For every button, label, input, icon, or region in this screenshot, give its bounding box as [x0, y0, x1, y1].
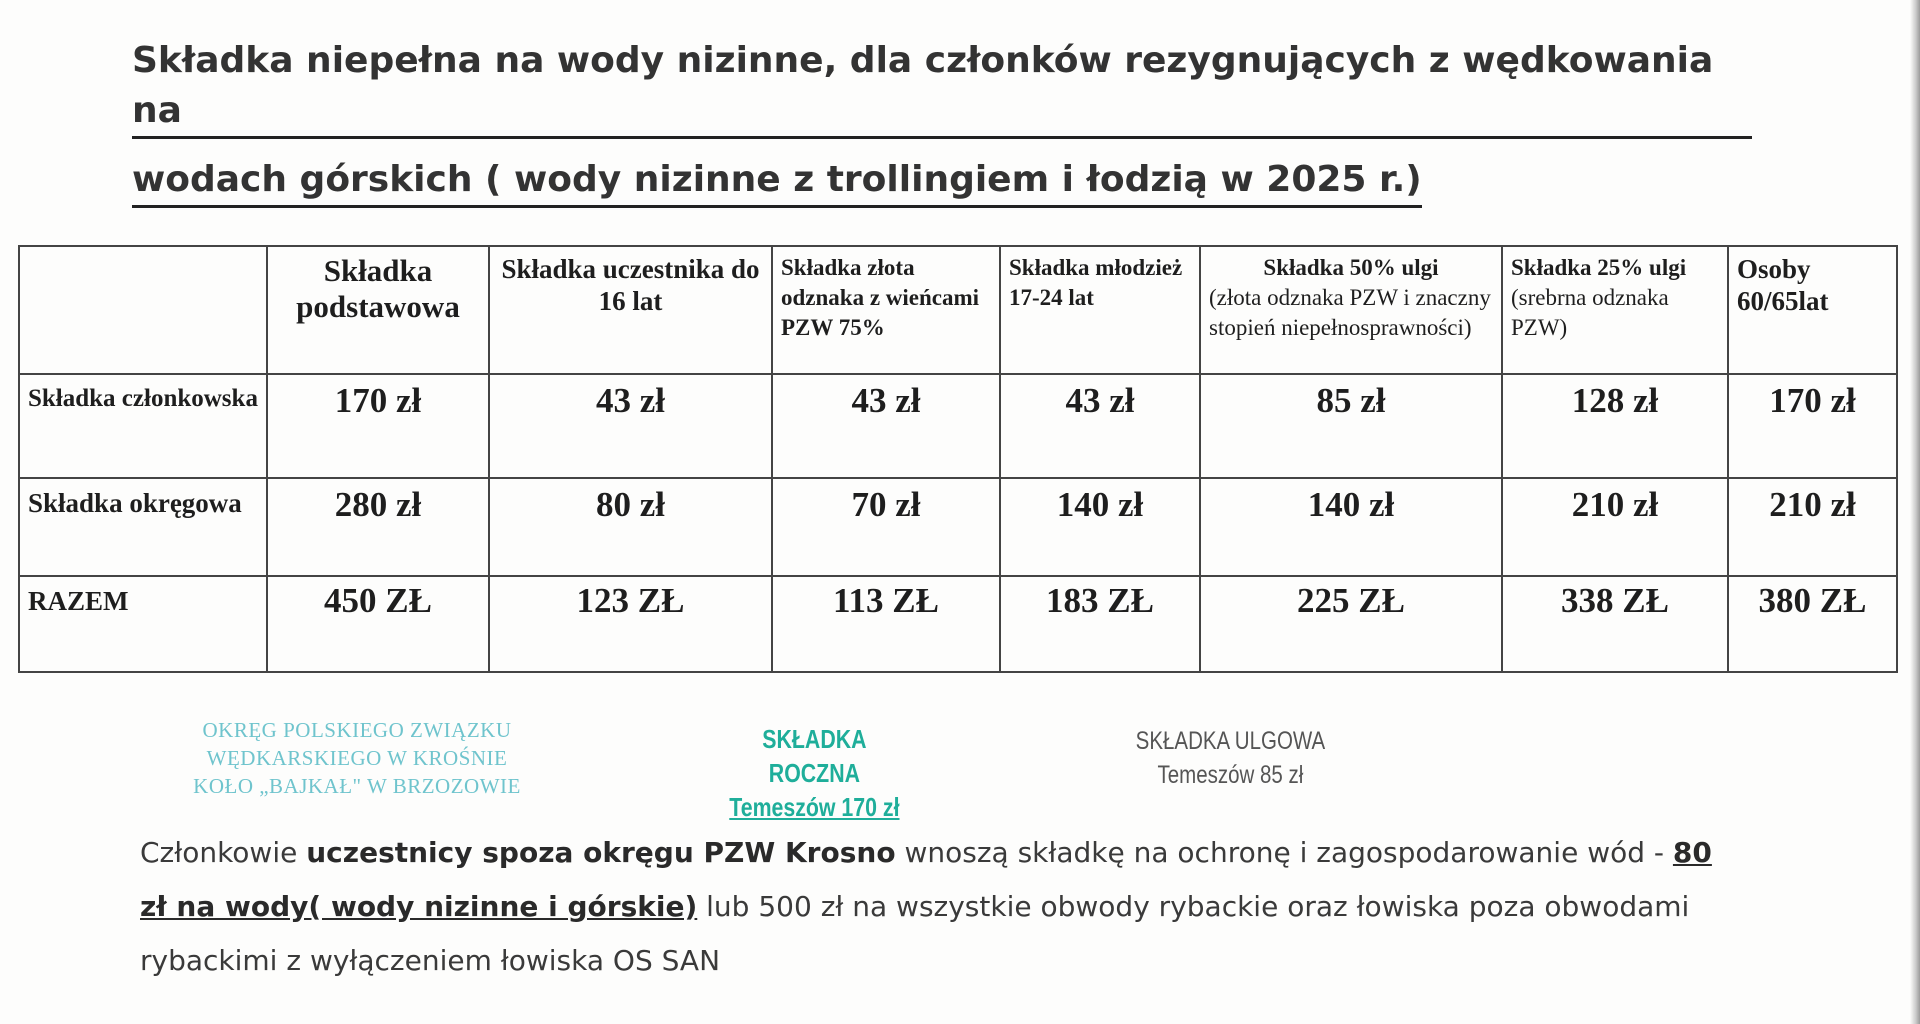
row-label-district: Składka okręgowa — [19, 478, 267, 576]
table-row — [19, 374, 1897, 478]
table-cell: 43 zł — [489, 374, 772, 478]
table-cell: 170 zł — [1728, 374, 1897, 478]
header-25-discount-sub: (srebrna odznaka PZW) — [1511, 285, 1669, 340]
table-header-row — [19, 246, 1897, 374]
table-cell: 140 zł — [1200, 478, 1502, 576]
table-cell: 80 zł — [489, 478, 772, 576]
table-cell: 43 zł — [772, 374, 1000, 478]
note-underlined: 80 zł na wody( wody nizinne i górskie) — [140, 836, 1712, 923]
header-basic-fee: Składka podstawowa — [267, 246, 489, 374]
table-cell: 113 ZŁ — [772, 576, 1000, 672]
table-cell: 128 zł — [1502, 374, 1728, 478]
header-participant-fee: Składka uczestnika do 16 lat — [489, 246, 772, 374]
row-label-membership: Składka członkowska — [19, 374, 267, 478]
reduced-stamp-line-1: SKŁADKA ULGOWA — [1135, 727, 1326, 755]
scan-edge-shadow — [1910, 0, 1920, 1024]
header-youth-fee: Składka młodzież 17-24 lat — [1000, 246, 1200, 374]
stamps-area — [0, 708, 1920, 822]
table-cell: 140 zł — [1000, 478, 1200, 576]
reduced-stamp-line-2: Temeszów 85 zł — [1157, 761, 1304, 789]
table-row — [19, 478, 1897, 576]
district-stamp — [192, 716, 522, 800]
header-seniors: Osoby 60/65lat — [1728, 246, 1897, 374]
table-cell: 338 ZŁ — [1502, 576, 1728, 672]
header-empty-cell — [19, 246, 267, 374]
header-50-discount-main: Składka 50% ulgi — [1263, 255, 1439, 280]
table-cell: 70 zł — [772, 478, 1000, 576]
district-stamp-line-3: KOŁO „BAJKAŁ" W BRZOZOWIE — [193, 774, 521, 798]
district-stamp-line-2: WĘDKARSKIEGO W KROŚNIE — [206, 746, 508, 770]
header-25-discount-fee — [1502, 246, 1728, 374]
annual-fee-stamp — [716, 722, 913, 824]
table-cell: 183 ZŁ — [1000, 576, 1200, 672]
row-label-total: RAZEM — [19, 576, 267, 672]
note-text-3: lub 500 zł na wszystkie obwody rybackie oraz łowiska poza obwodami rybackimi z wyłączeniem łowiska OS SAN — [140, 890, 1690, 977]
note-text-2: wnoszą składkę na ochronę i zagospodarowanie wód - — [895, 836, 1665, 869]
table-cell: 43 zł — [1000, 374, 1200, 478]
annual-stamp-line-2: Temeszów 170 zł — [729, 792, 900, 822]
title-line-1: Składka niepełna na wody nizinne, dla członków rezygnujących z wędkowania na — [132, 36, 1752, 139]
table-cell: 280 zł — [267, 478, 489, 576]
table-cell: 123 ZŁ — [489, 576, 772, 672]
fees-table — [18, 245, 1898, 673]
table-cell: 170 zł — [267, 374, 489, 478]
header-gold-badge-fee: Składka złota odznaka z wieńcami PZW 75% — [772, 246, 1000, 374]
document-title — [132, 36, 1752, 218]
table-cell: 210 zł — [1502, 478, 1728, 576]
note-paragraph — [140, 826, 1740, 988]
header-25-discount-main: Składka 25% ulgi — [1511, 255, 1687, 280]
table-cell: 85 zł — [1200, 374, 1502, 478]
table-cell: 450 ZŁ — [267, 576, 489, 672]
district-stamp-line-1: OKRĘG POLSKIEGO ZWIĄZKU — [202, 718, 512, 742]
header-50-discount-sub: (złota odznaka PZW i znaczny stopień niepełnosprawności) — [1209, 285, 1491, 340]
header-50-discount-fee — [1200, 246, 1502, 374]
table-cell: 210 zł — [1728, 478, 1897, 576]
note-text-1: Członkowie — [140, 836, 307, 869]
table-row-total — [19, 576, 1897, 672]
table-cell: 225 ZŁ — [1200, 576, 1502, 672]
note-bold-1: uczestnicy spoza okręgu PZW Krosno — [306, 836, 896, 869]
reduced-fee-stamp — [1132, 724, 1329, 792]
annual-stamp-line-1: SKŁADKA ROCZNA — [762, 724, 867, 788]
title-line-2: wodach górskich ( wody nizinne z trollingiem i łodzią w 2025 r.) — [132, 155, 1422, 208]
table-cell: 380 ZŁ — [1728, 576, 1897, 672]
